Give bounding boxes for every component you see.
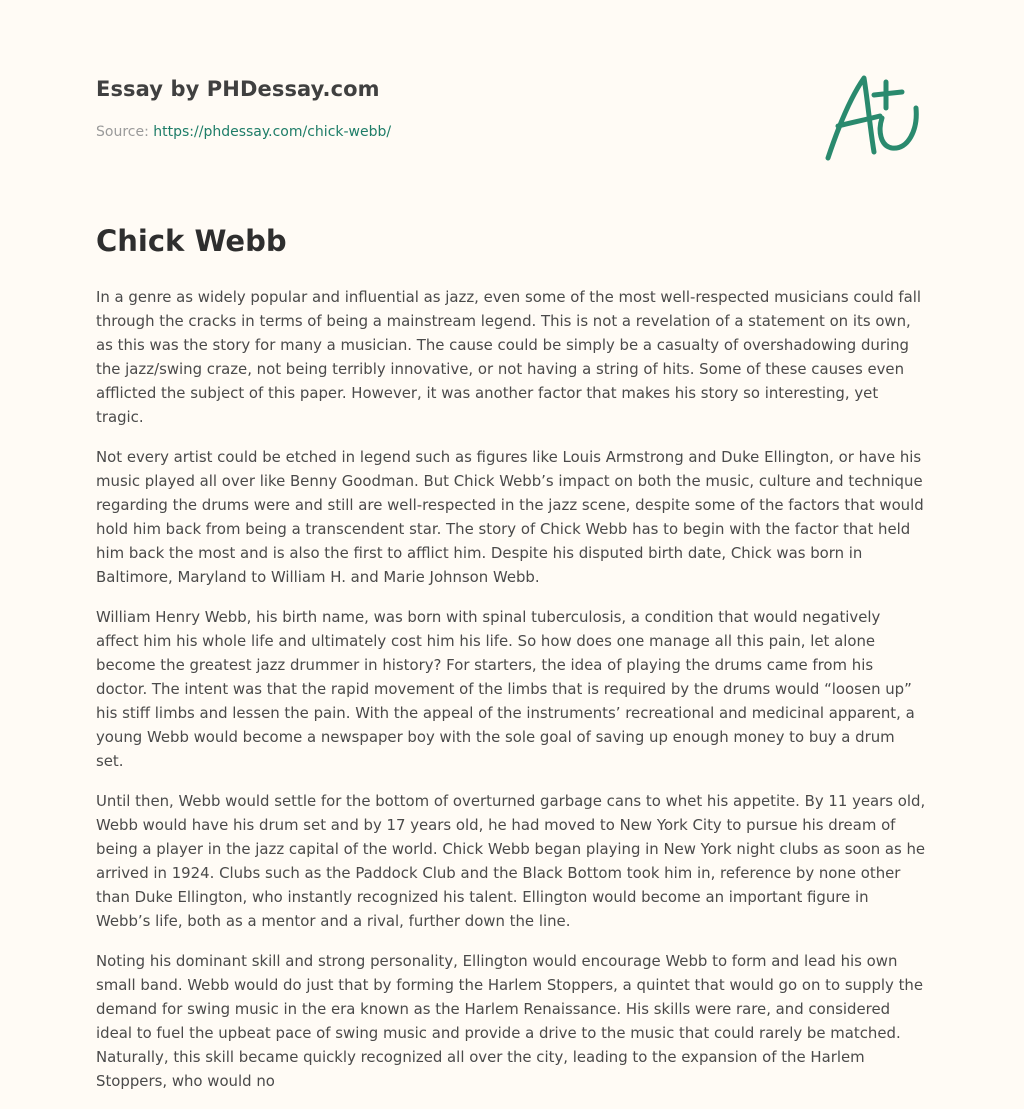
essay-paragraph: In a genre as widely popular and influential as jazz, even some of the most well-respected musicians could fall through the cracks in terms of being a mainstream legend. This is not a revelation of a statement on its own, as this was the story for many a musician. The cause could be simply be a casualty of overshadowing during the jazz/swing craze, not being terribly innovative, or not having a string of hits. Some of these causes even afflicted the subject of this paper. However, it was another factor that makes his story so interesting, yet tragic.	[96, 288, 922, 426]
source-label: Source:	[96, 124, 154, 140]
essay-paragraph: Until then, Webb would settle for the bottom of overturned garbage cans to whet his appetite. By 11 years old, Webb would have his drum set and by 17 years old, he had moved to New York City to pursue his dream of being a player in the jazz capital of the world. Chick Webb began playing in New York night clubs as soon as he arrived in 1924. Clubs such as the Paddock Club and the Black Bottom took him in, reference by none other than Duke Ellington, who instantly recognized his talent. Ellington would become an important figure in Webb’s life, both as a mentor and a rival, further down the line.	[96, 792, 926, 930]
essay-title: Chick Webb	[96, 224, 287, 258]
source-line	[96, 124, 391, 140]
essay-page	[96, 0, 926, 1090]
essay-body	[96, 285, 926, 1109]
essay-paragraph: William Henry Webb, his birth name, was born with spinal tuberculosis, a condition that would negatively affect him his whole life and ultimately cost him his life. So how does one manage all this pain, let alone become the greatest jazz drummer in history? For starters, the idea of playing the drums came from his doctor. The intent was that the rapid movement of the limbs that is required by the drums would “loosen up” his stiff limbs and lessen the pain. With the appeal of the instruments’ recreational and medicinal apparent, a young Webb would become a newspaper boy with the sole goal of saving up enough money to buy a drum set.	[96, 608, 915, 770]
essay-paragraph: Noting his dominant skill and strong personality, Ellington would encourage Webb to form and lead his own small band. Webb would do just that by forming the Harlem Stoppers, a quintet that would go on to supply the demand for swing music in the era known as the Harlem Renaissance. His skills were rare, and considered ideal to fuel the upbeat pace of swing music and provide a drive to the music that could rarely be matched. Naturally, this skill became quickly recognized all over the city, leading to the expansion of the Harlem Stoppers, who would no	[96, 952, 924, 1090]
a-plus-grade-icon	[824, 68, 928, 164]
page-header	[96, 0, 926, 200]
essay-paragraph: Not every artist could be etched in legend such as figures like Louis Armstrong and Duke Ellington, or have his music played all over like Benny Goodman. But Chick Webb’s impact on both the music, culture and technique regarding the drums were and still are well-respected in the jazz scene, despite some of the factors that would hold him back from being a transcendent star. The story of Chick Webb has to begin with the factor that held him back the most and is also the first to afflict him. Despite his disputed birth date, Chick was born in Baltimore, Maryland to William H. and Marie Johnson Webb.	[96, 448, 924, 586]
site-brand: Essay by PHDessay.com	[96, 77, 380, 101]
source-link[interactable]: https://phdessay.com/chick-webb/	[153, 124, 392, 140]
